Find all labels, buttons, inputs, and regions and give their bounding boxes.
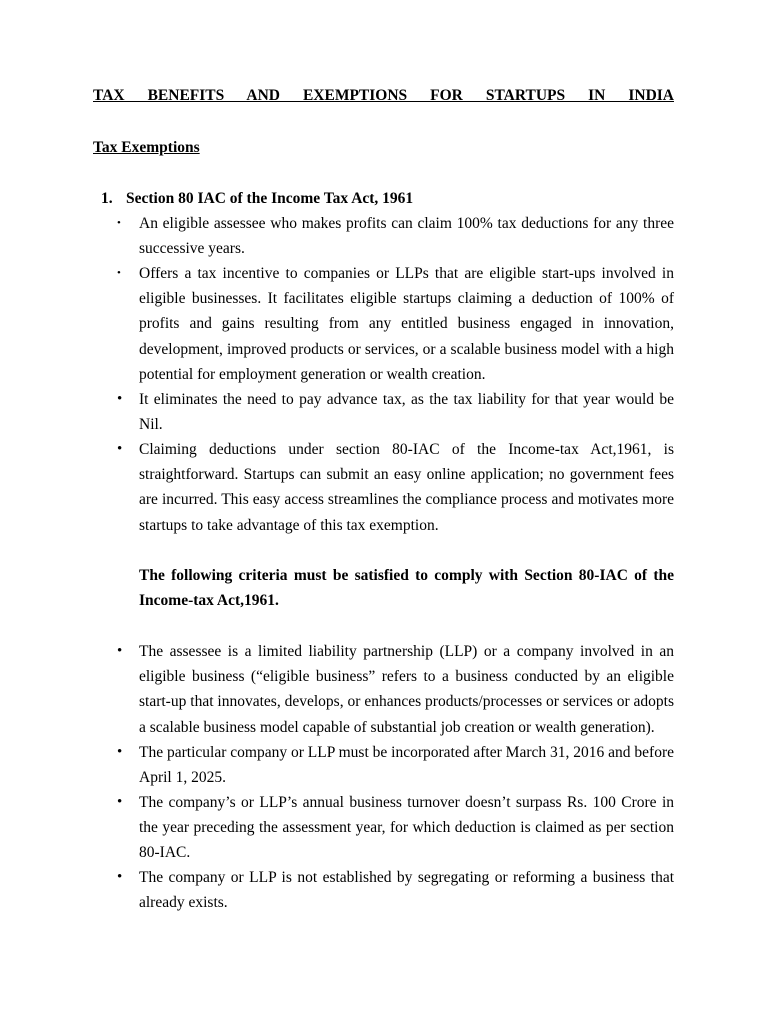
criteria-text: The company’s or LLP’s annual business turnover doesn’t surpass Rs. 100 Crore in the year preceding the assessment year, for which deduction is claimed as per section 80-IAC. (139, 794, 674, 862)
criteria-text: The particular company or LLP must be incorporated after March 31, 2016 and before April 1, 2025. (139, 744, 674, 787)
benefit-text: Offers a tax incentive to companies or LLPs that are eligible start-ups involved in eligible businesses. It facilitates eligible startups claiming a deduction of 100% of profits and gains resulting from any entitled business engaged in innovation, development, improved products or services, or a scalable business model with a high potential for employment generation or wealth creation. (139, 265, 674, 383)
numbered-item (101, 189, 674, 209)
criteria-item (117, 740, 674, 790)
benefit-item (117, 437, 674, 538)
bullet-icon: • (117, 267, 121, 279)
criteria-item (117, 639, 674, 740)
criteria-heading: The following criteria must be satisfied to comply with Section 80-IAC of the Income-tax Act,1961. (139, 567, 674, 610)
benefit-text: Claiming deductions under section 80-IAC of the Income-tax Act,1961, is straightforward. Startups can submit an easy online application; no government fees are incurred. This easy access streamlines the compliance process and motivates more startups to take advantage of this tax exemption. (139, 441, 674, 534)
item-number: 1. (101, 190, 113, 207)
bullet-icon: • (117, 869, 123, 885)
benefit-item (117, 211, 674, 261)
section-heading: Tax Exemptions (93, 139, 200, 156)
benefit-item (117, 387, 674, 437)
criteria-item (117, 865, 674, 915)
benefit-text: It eliminates the need to pay advance tax, as the tax liability for that year would be Nil. (139, 391, 674, 434)
bullet-icon: • (117, 441, 123, 457)
benefit-item (117, 261, 674, 387)
bullet-icon: • (117, 794, 123, 810)
bullet-icon: • (117, 391, 123, 407)
bullet-icon: • (117, 744, 123, 760)
benefit-text: An eligible assessee who makes profits can claim 100% tax deductions for any three successive years. (139, 215, 674, 258)
criteria-text: The assessee is a limited liability partnership (LLP) or a company involved in an eligible business (“eligible business” refers to a business conducted by an eligible start-up that innovates, develops, or enhances products/processes or services or adopts a scalable business model capable of substantial job creation or wealth generation). (139, 643, 674, 736)
document-title: TAX BENEFITS AND EXEMPTIONS FOR STARTUPS IN INDIA (93, 87, 674, 104)
bullet-icon: • (117, 217, 121, 229)
criteria-item (117, 790, 674, 866)
item-label: Section 80 IAC of the Income Tax Act, 1961 (126, 190, 414, 207)
bullet-icon: • (117, 643, 123, 659)
criteria-text: The company or LLP is not established by segregating or reforming a business that already exists. (139, 869, 674, 912)
